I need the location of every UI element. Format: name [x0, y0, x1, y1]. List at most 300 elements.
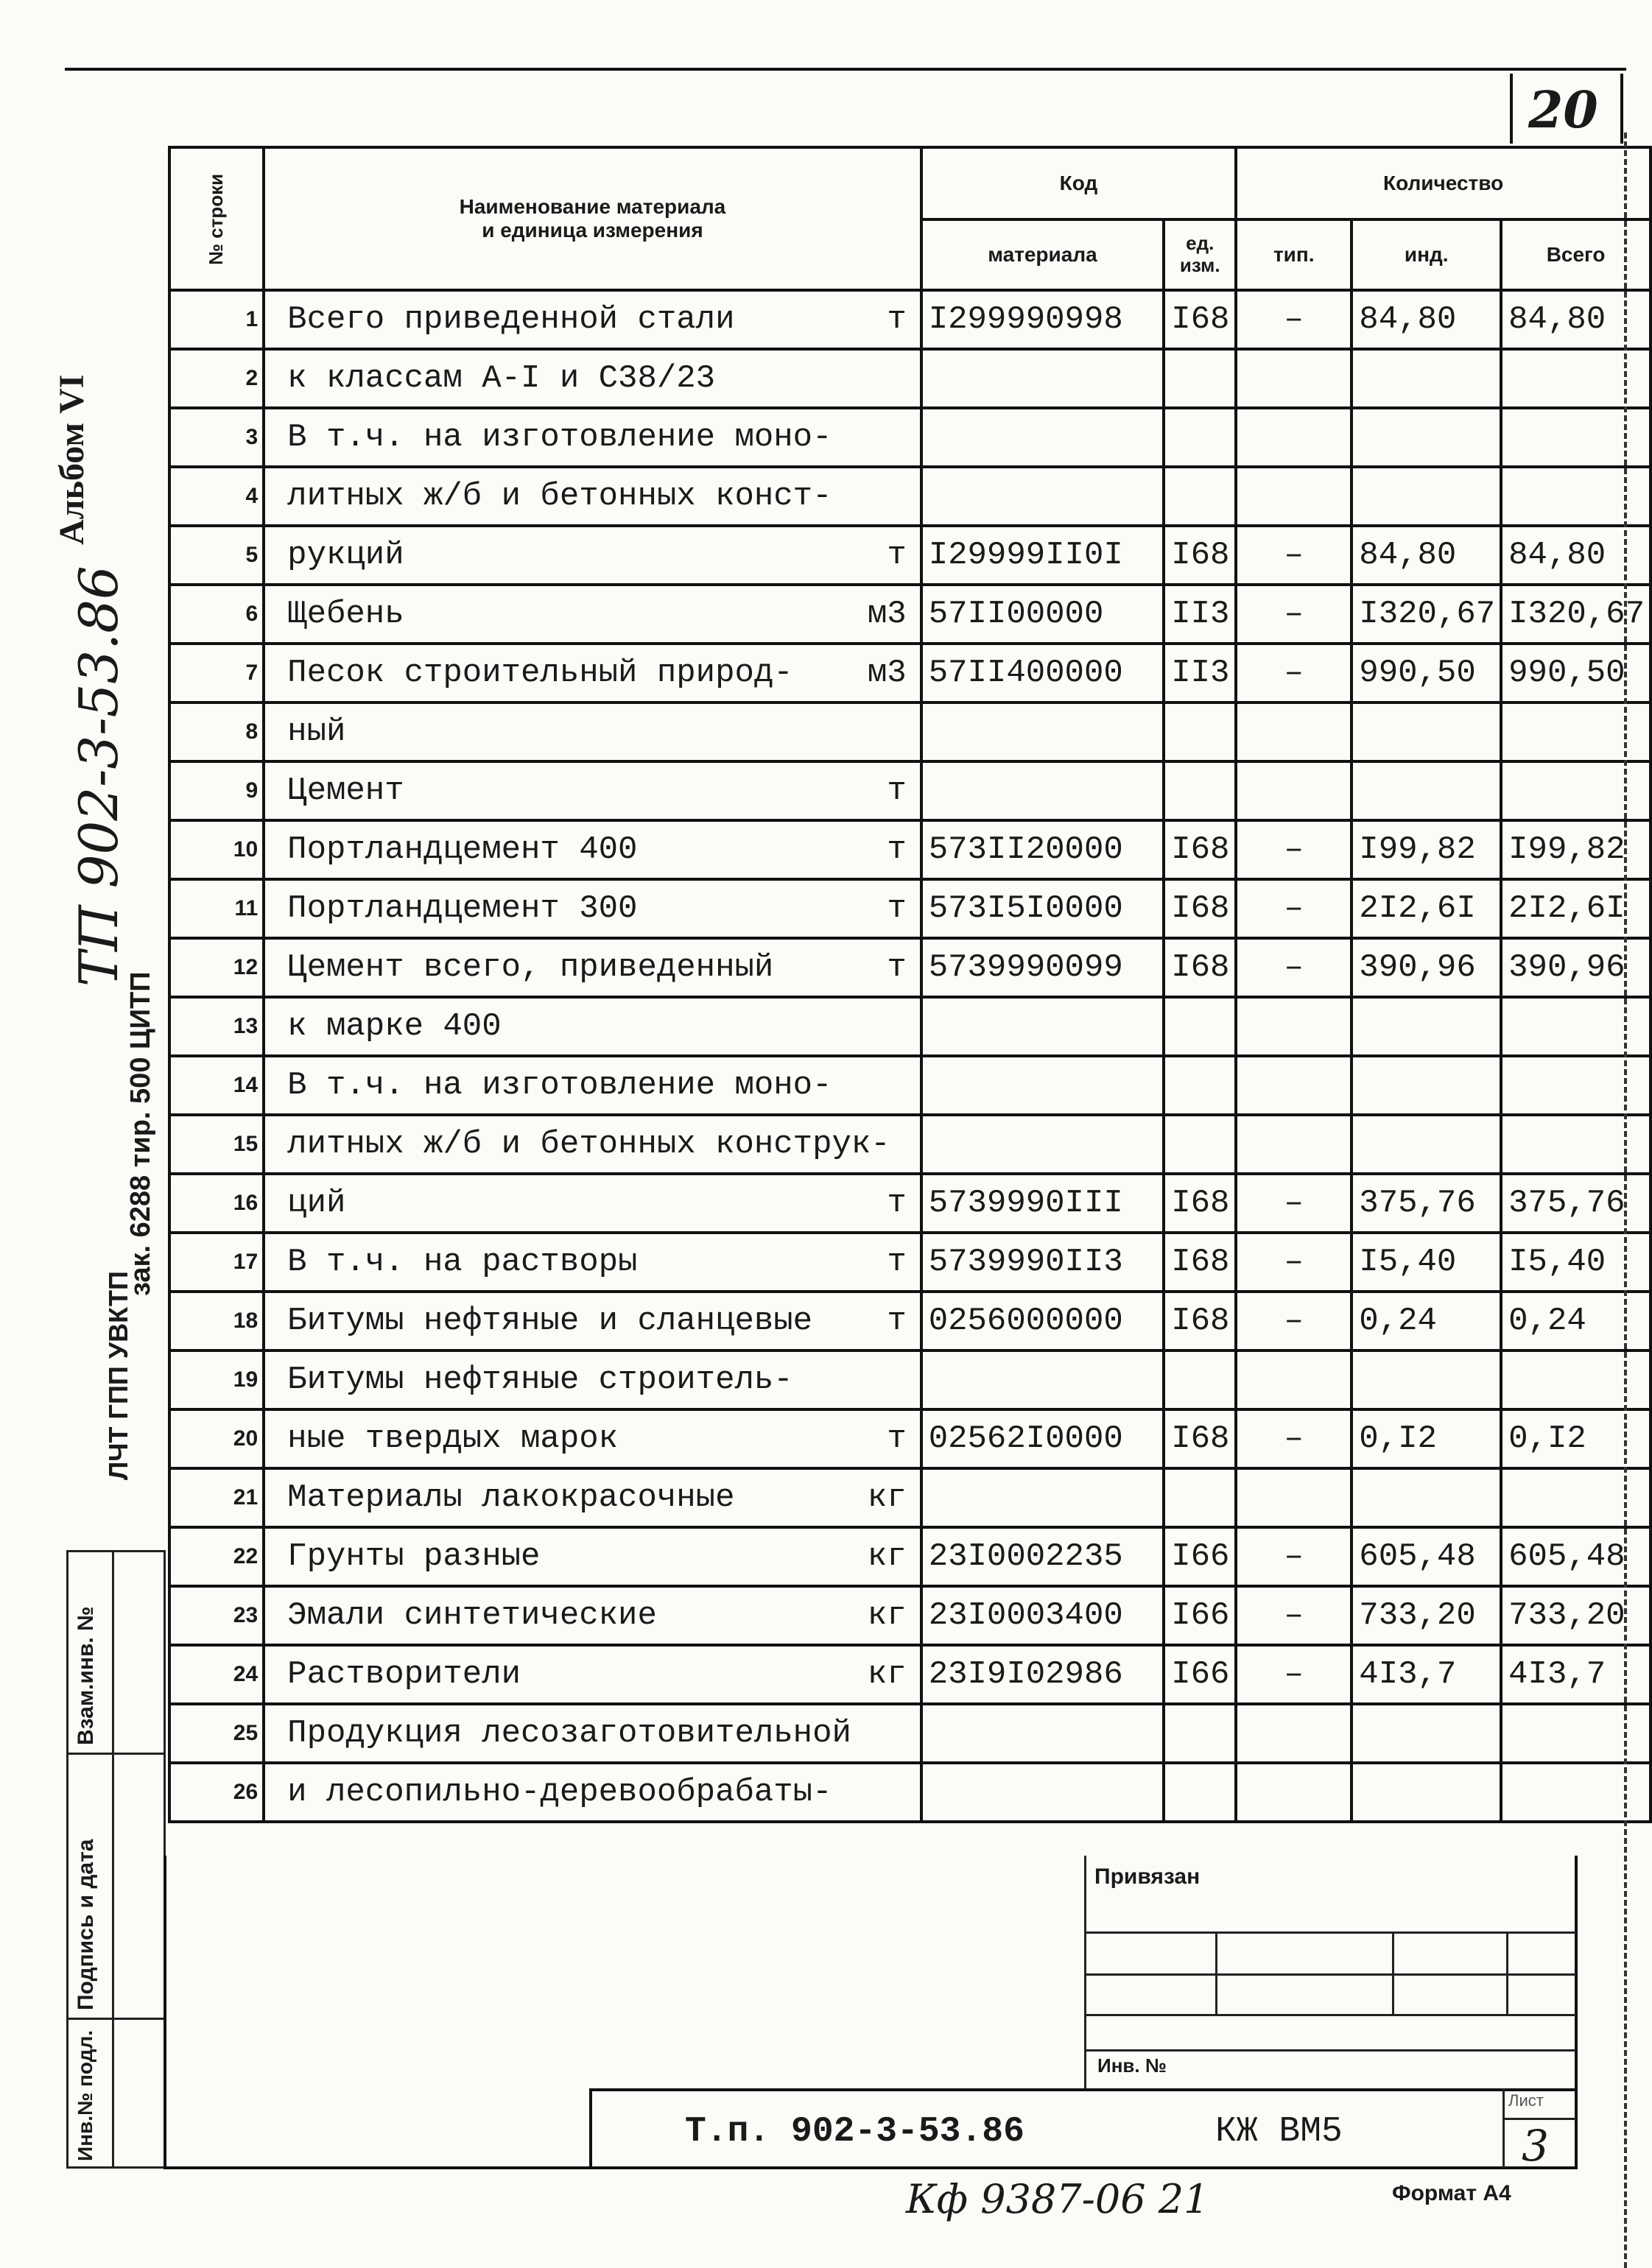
row-number-text: 1 [245, 307, 259, 331]
qty-typ-text: – [1284, 831, 1304, 868]
qty-total-text: 390,96 [1508, 949, 1625, 986]
qty-typ [1236, 820, 1352, 879]
material-name [264, 1527, 921, 1586]
row-number [169, 1174, 264, 1233]
qty-ind-text: 4I3,7 [1359, 1656, 1457, 1693]
row-number [169, 1586, 264, 1645]
material-name-text: Цемент всего, приведенный [287, 949, 774, 986]
material-code [921, 349, 1164, 408]
qty-ind [1352, 702, 1501, 761]
material-name-text: Битумы нефтяные строитель- [287, 1362, 793, 1398]
qty-typ-text: – [1284, 1420, 1304, 1457]
qty-ind [1352, 1468, 1501, 1527]
qty-total [1501, 1233, 1651, 1292]
qty-ind-text: 2I2,6I [1359, 890, 1476, 927]
table-row [169, 290, 1651, 349]
row-number-text: 16 [233, 1191, 259, 1215]
unit-code-text: I68 [1171, 949, 1230, 986]
material-unit: т [887, 1420, 907, 1457]
table-row [169, 879, 1651, 938]
row-number-text: 23 [233, 1603, 259, 1627]
unit-code-text: I68 [1171, 831, 1230, 868]
material-unit: м3 [867, 596, 907, 633]
designation: Т.п. 902-3-53.86 [685, 2112, 1024, 2152]
row-number [169, 290, 264, 349]
material-code-text: 57II400000 [928, 655, 1123, 691]
material-name [264, 1115, 921, 1174]
material-unit: т [887, 537, 907, 574]
qty-typ [1236, 290, 1352, 349]
material-unit: т [887, 949, 907, 986]
material-unit: т [887, 772, 907, 809]
material-name-text: ные твердых марок [287, 1420, 619, 1457]
unit-code-text: I68 [1171, 1185, 1230, 1222]
qty-typ-text: – [1284, 596, 1304, 633]
qty-total [1501, 1292, 1651, 1350]
unit-code [1164, 1115, 1236, 1174]
material-code-text: 57II00000 [928, 596, 1104, 633]
material-code-text: 23I0003400 [928, 1597, 1123, 1634]
material-unit: т [887, 890, 907, 927]
material-code [921, 526, 1164, 585]
material-unit: т [887, 1303, 907, 1339]
material-code-text: 5739990II3 [928, 1244, 1123, 1281]
qty-typ-text: – [1284, 1303, 1304, 1339]
qty-ind [1352, 1056, 1501, 1115]
qty-typ-text: – [1284, 890, 1304, 927]
stamp-grid-h2 [1084, 1973, 1576, 1976]
qty-ind [1352, 1233, 1501, 1292]
qty-typ-text: – [1284, 1538, 1304, 1575]
qty-total [1501, 644, 1651, 702]
table-row [169, 408, 1651, 467]
material-name-text: Портландцемент 400 [287, 831, 638, 868]
table-row [169, 349, 1651, 408]
page-number: 20 [1528, 81, 1598, 140]
material-code [921, 467, 1164, 526]
qty-total [1501, 702, 1651, 761]
material-code-text: I299990998 [928, 301, 1123, 338]
unit-code [1164, 879, 1236, 938]
qty-typ-text: – [1284, 1185, 1304, 1222]
unit-code-text: I68 [1171, 1244, 1230, 1281]
material-name-text: к классам А-I и С38/23 [287, 360, 716, 397]
material-name [264, 1292, 921, 1350]
material-code-text: 573I5I0000 [928, 890, 1123, 927]
qty-ind-text: 0,I2 [1359, 1420, 1437, 1457]
materials-table [168, 146, 1652, 1823]
qty-ind-text: 605,48 [1359, 1538, 1476, 1575]
qty-total [1501, 938, 1651, 997]
qty-total-text: 375,76 [1508, 1185, 1625, 1222]
material-name-text: Грунты разные [287, 1538, 541, 1575]
material-name-text: и лесопильно-деревообрабаты- [287, 1774, 832, 1811]
frame-bottom [164, 2166, 1578, 2169]
qty-ind-text: 375,76 [1359, 1185, 1476, 1222]
row-number [169, 349, 264, 408]
qty-ind-text: I320,67 [1359, 596, 1496, 633]
qty-ind-text: 390,96 [1359, 949, 1476, 986]
table-row [169, 1174, 1651, 1233]
material-name [264, 1409, 921, 1468]
unit-code [1164, 1645, 1236, 1704]
material-name [264, 1468, 921, 1527]
material-name-text: литных ж/б и бетонных конструк- [287, 1126, 890, 1163]
unit-code [1164, 349, 1236, 408]
table-row [169, 1233, 1651, 1292]
row-number-text: 8 [245, 719, 259, 744]
material-name [264, 644, 921, 702]
material-code [921, 1527, 1164, 1586]
unit-code-text: I66 [1171, 1656, 1230, 1693]
unit-code-text: I68 [1171, 537, 1230, 574]
unit-code [1164, 1586, 1236, 1645]
unit-code-text: I66 [1171, 1538, 1230, 1575]
material-name-text: к марке 400 [287, 1008, 502, 1045]
material-code [921, 879, 1164, 938]
qty-typ [1236, 1586, 1352, 1645]
stamp-inv-label: Инв. № [1097, 2054, 1167, 2077]
qty-ind-text: I99,82 [1359, 831, 1476, 868]
material-name-text: Битумы нефтяные и сланцевые [287, 1303, 813, 1339]
material-name-text: Материалы лакокрасочные [287, 1479, 735, 1516]
material-name-text: В т.ч. на изготовление моно- [287, 1067, 832, 1104]
material-name [264, 820, 921, 879]
material-name-text: Растворители [287, 1656, 521, 1693]
material-code [921, 408, 1164, 467]
material-code [921, 1468, 1164, 1527]
qty-typ-text: – [1284, 1244, 1304, 1281]
material-code-text: I29999II0I [928, 537, 1123, 574]
row-number-text: 20 [233, 1426, 259, 1451]
qty-ind [1352, 349, 1501, 408]
material-name [264, 761, 921, 820]
row-number-text: 4 [245, 484, 259, 508]
material-name-text: Цемент [287, 772, 404, 809]
material-name-text: Портландцемент 300 [287, 890, 638, 927]
row-number-text: 11 [234, 896, 259, 920]
table-row [169, 997, 1651, 1056]
copy-code: Кф 9387-06 21 [906, 2176, 1209, 2222]
material-name [264, 1233, 921, 1292]
qty-typ [1236, 1704, 1352, 1763]
row-number [169, 526, 264, 585]
table-row [169, 820, 1651, 879]
unit-code-text: I66 [1171, 1597, 1230, 1634]
material-name [264, 467, 921, 526]
qty-ind [1352, 467, 1501, 526]
unit-code [1164, 1350, 1236, 1409]
table-row [169, 1586, 1651, 1645]
material-unit: кг [867, 1538, 907, 1575]
material-code-text: 573II20000 [928, 831, 1123, 868]
header-qty-typ: тип. [1236, 219, 1352, 290]
material-name-text: В т.ч. на изготовление моно- [287, 419, 832, 456]
qty-total [1501, 1115, 1651, 1174]
material-name [264, 1056, 921, 1115]
frame-left [164, 1856, 166, 2169]
row-number [169, 1056, 264, 1115]
qty-total [1501, 761, 1651, 820]
table-row [169, 761, 1651, 820]
row-number [169, 702, 264, 761]
table-row [169, 1763, 1651, 1822]
qty-ind [1352, 761, 1501, 820]
material-code [921, 820, 1164, 879]
row-number [169, 1468, 264, 1527]
stamp-bound-label: Привязан [1094, 1864, 1201, 1889]
page-number-box-right [1620, 74, 1623, 144]
row-number-text: 7 [245, 661, 259, 685]
qty-ind [1352, 1527, 1501, 1586]
material-code [921, 644, 1164, 702]
qty-total-text: I5,40 [1508, 1244, 1606, 1281]
material-code [921, 761, 1164, 820]
row-number [169, 1115, 264, 1174]
qty-total-text: 2I2,6I [1508, 890, 1625, 927]
qty-ind-text: 84,80 [1359, 537, 1457, 574]
qty-ind-text: I5,40 [1359, 1244, 1457, 1281]
header-quantity: Количество [1236, 147, 1651, 219]
material-name [264, 938, 921, 997]
material-code [921, 1645, 1164, 1704]
material-code [921, 938, 1164, 997]
sheet-mark: КЖ ВМ5 [1215, 2112, 1343, 2152]
print-organization: ЛЧТ ГПП УВКТП [103, 1271, 133, 1480]
material-name [264, 1174, 921, 1233]
header-row-number [169, 147, 264, 290]
title-block-sheet-line [1502, 2118, 1576, 2120]
table-row [169, 585, 1651, 644]
qty-ind [1352, 938, 1501, 997]
qty-total [1501, 1409, 1651, 1468]
title-block-top [589, 2088, 1576, 2091]
qty-typ [1236, 1763, 1352, 1822]
stamp-grid-v3 [1506, 1931, 1508, 2014]
material-code [921, 1409, 1164, 1468]
qty-total [1501, 879, 1651, 938]
material-name [264, 1350, 921, 1409]
row-number [169, 1292, 264, 1350]
material-name [264, 408, 921, 467]
row-number-text: 24 [233, 1662, 259, 1686]
qty-typ [1236, 408, 1352, 467]
material-name-text: ный [287, 714, 346, 750]
material-name-text: ций [287, 1185, 346, 1222]
qty-ind [1352, 526, 1501, 585]
qty-ind [1352, 1763, 1501, 1822]
qty-ind-text: 0,24 [1359, 1303, 1437, 1339]
unit-code-text: I68 [1171, 301, 1230, 338]
unit-code [1164, 1292, 1236, 1350]
row-number-text: 13 [233, 1014, 259, 1038]
row-number-text: 19 [233, 1367, 259, 1392]
material-code [921, 1233, 1164, 1292]
qty-total-text: 733,20 [1508, 1597, 1625, 1634]
material-name [264, 1586, 921, 1645]
row-number [169, 408, 264, 467]
material-name-text: Всего приведенной стали [287, 301, 735, 338]
material-name-text: Песок строительный природ- [287, 655, 793, 691]
qty-typ [1236, 938, 1352, 997]
qty-total [1501, 1763, 1651, 1822]
qty-ind [1352, 585, 1501, 644]
qty-total-text: 0,I2 [1508, 1420, 1586, 1457]
row-number [169, 879, 264, 938]
print-order-note: зак. 6288 тир. 500 ЦИТП [125, 971, 156, 1296]
qty-ind [1352, 820, 1501, 879]
table-row [169, 467, 1651, 526]
page-number-box-left [1510, 74, 1513, 144]
qty-typ [1236, 1115, 1352, 1174]
qty-typ [1236, 585, 1352, 644]
material-code [921, 290, 1164, 349]
qty-ind [1352, 408, 1501, 467]
header-material-name: Наименование материала и единица измерения [264, 147, 921, 290]
row-number-text: 10 [233, 837, 259, 862]
qty-ind [1352, 879, 1501, 938]
qty-ind [1352, 1586, 1501, 1645]
header-qty-total: Всего [1501, 219, 1651, 290]
qty-total [1501, 1350, 1651, 1409]
table-row [169, 644, 1651, 702]
row-number [169, 1409, 264, 1468]
right-dashed-edge [1624, 133, 1627, 2268]
qty-typ [1236, 644, 1352, 702]
row-number-text: 25 [233, 1721, 259, 1745]
row-number [169, 820, 264, 879]
header-qty-ind: инд. [1352, 219, 1501, 290]
table-row [169, 1409, 1651, 1468]
qty-typ-text: – [1284, 537, 1304, 574]
material-code-text: 0256000000 [928, 1303, 1123, 1339]
unit-code [1164, 702, 1236, 761]
material-code [921, 585, 1164, 644]
qty-typ-text: – [1284, 1597, 1304, 1634]
left-strip-outer [66, 1550, 68, 2169]
table-row [169, 1056, 1651, 1115]
row-number [169, 644, 264, 702]
qty-total [1501, 1704, 1651, 1763]
stamp-grid-v2 [1392, 1931, 1394, 2014]
unit-code-text: II3 [1171, 655, 1230, 691]
qty-total [1501, 526, 1651, 585]
header-row-number-label: № строки [205, 173, 228, 265]
row-number [169, 1233, 264, 1292]
qty-total-text: 605,48 [1508, 1538, 1625, 1575]
album-label: Альбом VI [52, 374, 91, 545]
unit-code [1164, 467, 1236, 526]
qty-total [1501, 997, 1651, 1056]
unit-code-text: I68 [1171, 890, 1230, 927]
table-row [169, 702, 1651, 761]
qty-total-text: 0,24 [1508, 1303, 1586, 1339]
material-name [264, 526, 921, 585]
qty-total [1501, 1468, 1651, 1527]
material-code-text: 5739990099 [928, 949, 1123, 986]
qty-ind [1352, 997, 1501, 1056]
header-code-material: материала [921, 219, 1164, 290]
row-number-text: 2 [245, 366, 259, 390]
unit-code [1164, 1704, 1236, 1763]
unit-code [1164, 290, 1236, 349]
qty-typ [1236, 879, 1352, 938]
qty-typ [1236, 467, 1352, 526]
qty-typ [1236, 761, 1352, 820]
qty-ind [1352, 290, 1501, 349]
row-number [169, 585, 264, 644]
material-name-text: Продукция лесозаготовительной [287, 1715, 851, 1752]
title-block-sheet-divider [1502, 2088, 1505, 2168]
stamp-grid-v1 [1215, 1931, 1217, 2014]
material-code-text: 5739990III [928, 1185, 1123, 1222]
sheet-label: Лист [1508, 2091, 1544, 2110]
material-unit: кг [867, 1656, 907, 1693]
material-unit: т [887, 301, 907, 338]
table-row [169, 1115, 1651, 1174]
material-name-text: рукций [287, 537, 404, 574]
table-row [169, 1645, 1651, 1704]
qty-typ [1236, 1174, 1352, 1233]
material-code-text: 02562I0000 [928, 1420, 1123, 1457]
table-row [169, 1292, 1651, 1350]
left-strip-sign-date: Подпись и дата [74, 1839, 98, 2010]
qty-typ [1236, 349, 1352, 408]
table-row [169, 1704, 1651, 1763]
row-number [169, 761, 264, 820]
left-strip-div1 [66, 1753, 166, 1755]
project-code-handwritten: ТП 902-3-53.86 [68, 566, 130, 987]
row-number [169, 1763, 264, 1822]
material-code-text: 23I0002235 [928, 1538, 1123, 1575]
row-number-text: 5 [245, 543, 259, 567]
row-number-text: 18 [233, 1309, 259, 1333]
qty-total [1501, 1586, 1651, 1645]
table-row [169, 526, 1651, 585]
qty-typ [1236, 1468, 1352, 1527]
left-strip-bottom [66, 2166, 166, 2169]
table-row [169, 1468, 1651, 1527]
qty-typ [1236, 1056, 1352, 1115]
material-code-text: 23I9I02986 [928, 1656, 1123, 1693]
qty-typ-text: – [1284, 1656, 1304, 1693]
material-code [921, 1115, 1164, 1174]
material-name [264, 1645, 921, 1704]
qty-typ [1236, 1292, 1352, 1350]
row-number [169, 1527, 264, 1586]
qty-ind [1352, 1292, 1501, 1350]
qty-ind [1352, 644, 1501, 702]
row-number-text: 15 [233, 1132, 259, 1156]
table-row [169, 1350, 1651, 1409]
unit-code [1164, 938, 1236, 997]
qty-typ-text: – [1284, 301, 1304, 338]
sheet-number: 3 [1522, 2121, 1549, 2171]
qty-typ [1236, 997, 1352, 1056]
material-unit: кг [867, 1597, 907, 1634]
unit-code [1164, 526, 1236, 585]
qty-total-text: 990,50 [1508, 655, 1625, 691]
qty-total [1501, 349, 1651, 408]
material-unit: т [887, 831, 907, 868]
qty-total-text: I320,67 [1508, 596, 1645, 633]
qty-typ [1236, 1645, 1352, 1704]
table-row [169, 938, 1651, 997]
header-code-unit: ед. изм. [1164, 219, 1236, 290]
qty-total-text: 84,80 [1508, 537, 1606, 574]
qty-typ-text: – [1284, 655, 1304, 691]
qty-total [1501, 1527, 1651, 1586]
